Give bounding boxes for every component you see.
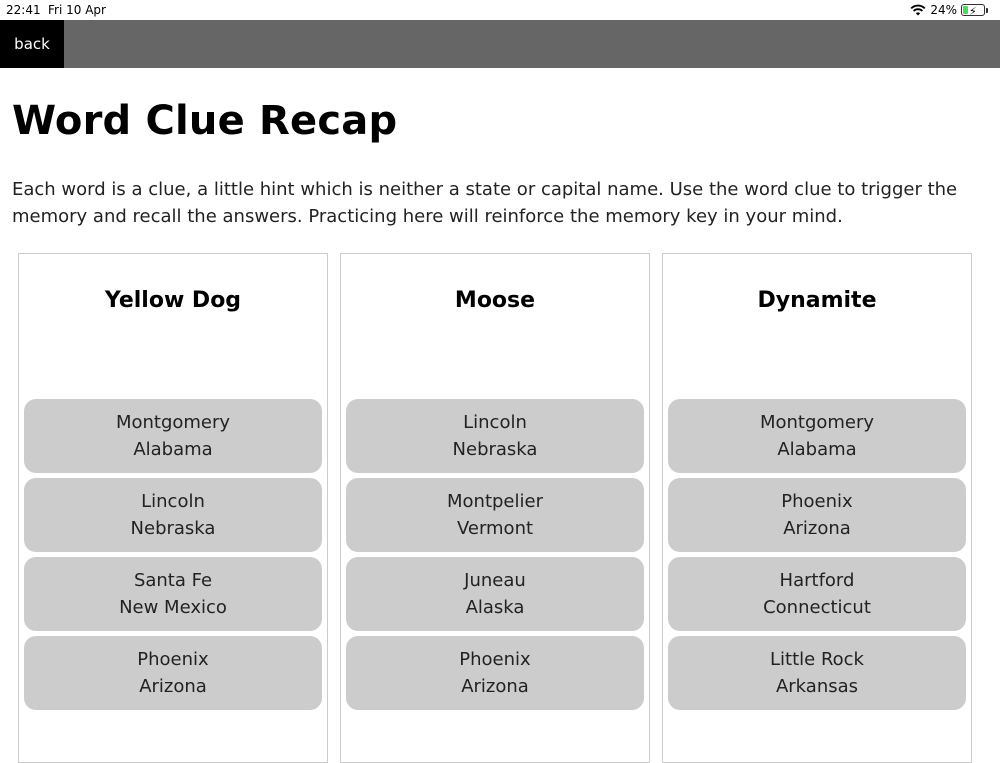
answer-capital: Montgomery bbox=[759, 412, 875, 433]
page-title: Word Clue Recap bbox=[12, 98, 398, 144]
clue-title: Dynamite bbox=[757, 288, 877, 313]
clue-column bbox=[18, 253, 328, 763]
answer-card[interactable] bbox=[24, 478, 322, 552]
answer-state: Vermont bbox=[456, 518, 534, 539]
answer-capital: Phoenix bbox=[781, 491, 853, 512]
answer-capital: Montpelier bbox=[447, 491, 543, 512]
status-time: 22:41 bbox=[6, 3, 41, 17]
clue-column bbox=[340, 253, 650, 763]
answer-card[interactable] bbox=[668, 399, 966, 473]
answer-state: Arizona bbox=[461, 676, 529, 697]
status-indicators bbox=[910, 0, 988, 20]
answer-card[interactable] bbox=[668, 557, 966, 631]
clue-title: Yellow Dog bbox=[104, 288, 242, 313]
answer-card[interactable] bbox=[24, 557, 322, 631]
answer-state: Nebraska bbox=[130, 518, 216, 539]
answer-capital: Phoenix bbox=[459, 649, 531, 670]
answer-state: Connecticut bbox=[763, 597, 871, 618]
status-bar bbox=[0, 0, 1000, 20]
page-description: Each word is a clue, a little hint which is neither a state or capital name. Use the word clue to trigger the memory and recall the answers. Practicing here will reinforce the memory key in your mind. bbox=[12, 179, 958, 227]
answer-card[interactable] bbox=[668, 478, 966, 552]
answer-capital: Santa Fe bbox=[133, 570, 213, 591]
answer-state: Alabama bbox=[777, 439, 857, 460]
battery-charging-icon: ⚡ bbox=[961, 4, 988, 16]
clue-title: Moose bbox=[454, 288, 536, 313]
answer-card[interactable] bbox=[24, 636, 322, 710]
answer-card[interactable] bbox=[346, 478, 644, 552]
answer-state: Alabama bbox=[133, 439, 213, 460]
answer-state: Arizona bbox=[139, 676, 207, 697]
answer-capital: Phoenix bbox=[137, 649, 209, 670]
answer-capital: Lincoln bbox=[463, 412, 527, 433]
answer-capital: Montgomery bbox=[115, 412, 231, 433]
answer-card[interactable] bbox=[346, 399, 644, 473]
nav-bar bbox=[0, 20, 1000, 68]
answer-state: Alaska bbox=[465, 597, 525, 618]
answer-capital: Hartford bbox=[779, 570, 855, 591]
answer-card[interactable] bbox=[346, 636, 644, 710]
battery-percent: 24% bbox=[930, 3, 957, 17]
answer-capital: Lincoln bbox=[141, 491, 205, 512]
status-date: Fri 10 Apr bbox=[48, 3, 106, 17]
wifi-icon bbox=[910, 4, 926, 16]
answer-state: Arkansas bbox=[775, 676, 859, 697]
answer-state: Nebraska bbox=[452, 439, 538, 460]
answer-card[interactable] bbox=[346, 557, 644, 631]
answer-state: Arizona bbox=[783, 518, 851, 539]
answer-capital: Little Rock bbox=[770, 649, 864, 670]
answer-capital: Juneau bbox=[464, 570, 526, 591]
clue-column bbox=[662, 253, 972, 763]
answer-card[interactable] bbox=[668, 636, 966, 710]
answer-state: New Mexico bbox=[119, 597, 227, 618]
clue-columns bbox=[18, 253, 973, 763]
back-button[interactable]: back bbox=[0, 20, 64, 68]
answer-card[interactable] bbox=[24, 399, 322, 473]
